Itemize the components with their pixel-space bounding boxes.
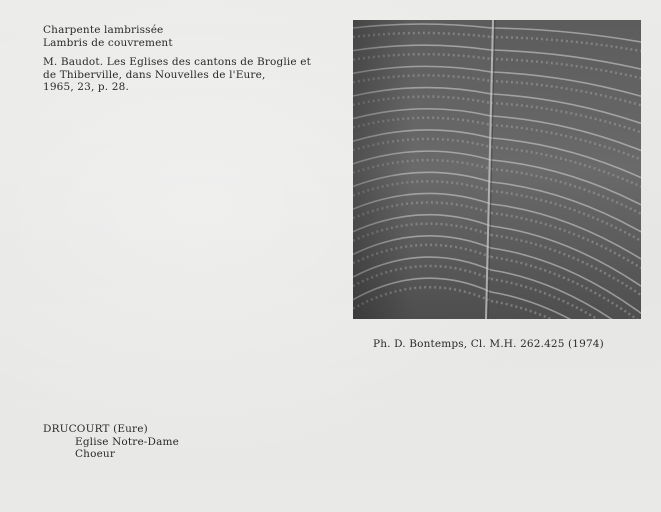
subject-title: Charpente lambrissée [43, 24, 164, 36]
bibliography-line-2: de Thiberville, dans Nouvelles de l'Eure, [43, 69, 266, 81]
subject-subtitle: Lambris de couvrement [43, 37, 173, 49]
location-commune: DRUCOURT (Eure) [43, 423, 148, 435]
location-building: Eglise Notre-Dame [75, 436, 179, 448]
bibliography-line-3: 1965, 23, p. 28. [43, 81, 129, 93]
bibliography-line-1: M. Baudot. Les Eglises des cantons de Broglie et [43, 56, 311, 68]
location-part: Choeur [75, 448, 116, 460]
vault-photograph [353, 20, 641, 319]
photo-credit: Ph. D. Bontemps, Cl. M.H. 262.425 (1974) [373, 338, 604, 350]
